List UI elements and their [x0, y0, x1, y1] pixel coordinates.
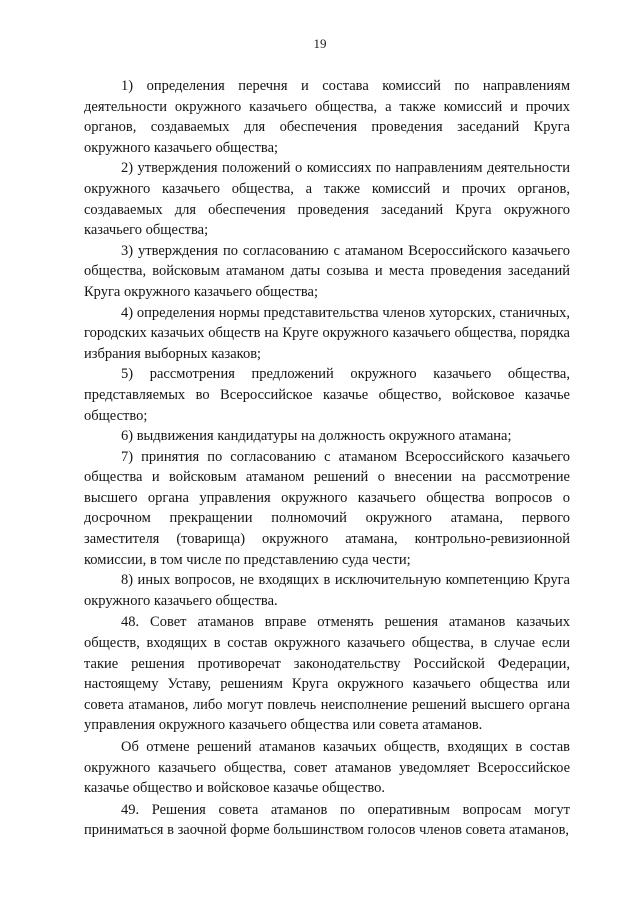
list-item-1: 1) определения перечня и состава комиссий по направлениям деятельности окружного казачьего общества, а также комиссий и прочих органов, создаваемых для обеспечения проведения заседаний Круга окружного казачьего общества; — [84, 78, 570, 156]
list-item-6: 6) выдвижения кандидатуры на должность окружного атамана; — [121, 428, 512, 445]
page-number: 19 — [313, 36, 327, 51]
clause-48-notice: Об отмене решений атаманов казачьих обществ, входящих в состав окружного казачьего общества, совет атаманов уведомляет Всероссийское казачье общество и войсковое казачье общество. — [84, 739, 570, 797]
list-item-5: 5) рассмотрения предложений окружного казачьего общества, представляемых во Всероссийское казачье общество, войсковое казачье общество; — [84, 366, 570, 424]
list-item-3: 3) утверждения по согласованию с атаманом Всероссийского казачьего общества, войсковым атаманом даты созыва и места проведения заседаний Круга окружного казачьего общества; — [84, 242, 570, 300]
clause-48: 48. Совет атаманов вправе отменять решения атаманов казачьих обществ, входящих в состав окружного казачьего общества, в случае если такие решения противоречат законодательству Российской Федерации, настоящему Уставу, решениям Круга окружного казачьего общества или совета атаманов, либо могут повлечь неисполнение решений высшего органа управления окружного казачьего общества или совета атаманов. — [84, 614, 570, 734]
list-item-4: 4) определения нормы представительства членов хуторских, станичных, городских казачьих обществ на Круге окружного казачьего общества, порядка избрания выборных казаков; — [84, 304, 570, 362]
list-item-8: 8) иных вопросов, не входящих в исключительную компетенцию Круга окружного казачьего общества. — [84, 572, 570, 609]
clause-49: 49. Решения совета атаманов по оперативным вопросам могут приниматься в заочной форме большинством голосов членов совета атаманов, — [84, 801, 570, 839]
document-body — [84, 76, 570, 841]
list-item-2: 2) утверждения положений о комиссиях по направлениям деятельности окружного казачьего общества, а также комиссий и прочих органов, создаваемых для обеспечения проведения заседаний Круга окружного казачьего общества; — [84, 160, 570, 239]
list-item-7: 7) принятия по согласованию с атаманом Всероссийского казачьего общества и войсковым атаманом решений о внесении на рассмотрение высшего органа управления окружного казачьего общества вопросов о досрочном прекращении полномочий окружного атамана, первого заместителя (товарища) окружного атамана, контрольно-ревизионной комиссии, в том числе по представлению суда чести; — [84, 448, 570, 568]
